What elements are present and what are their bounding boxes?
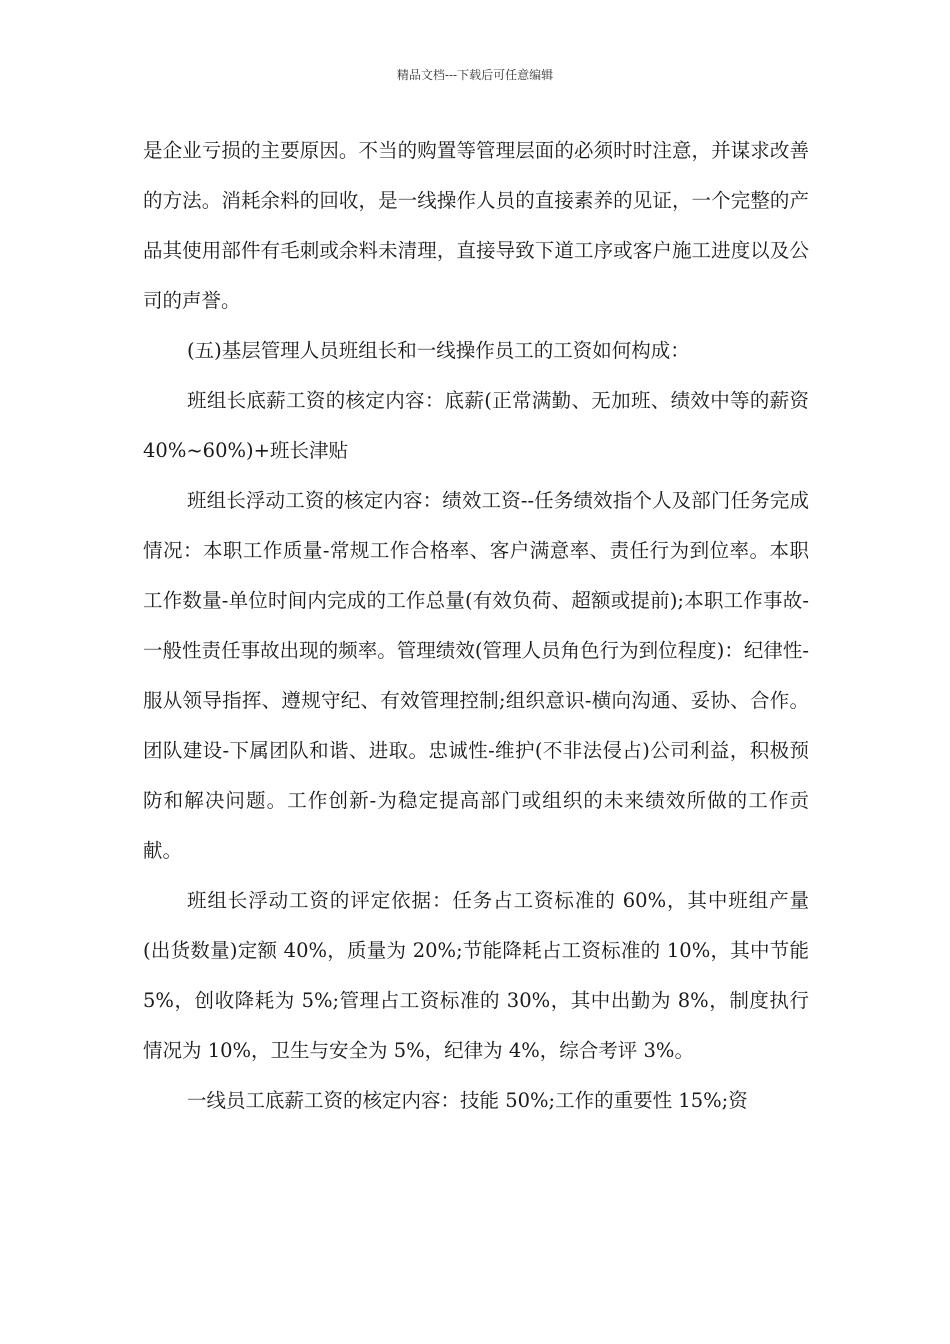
page-header: 精品文档---下载后可任意编辑	[396, 68, 554, 82]
paragraph-base-salary: 班组长底薪工资的核定内容：底薪(正常满勤、无加班、绩效中等的薪资 40%~60%)+班长津贴	[143, 389, 809, 462]
paragraph-worker-base-salary: 一线员工底薪工资的核定内容：技能 50%;工作的重要性 15%;资	[187, 1089, 748, 1112]
paragraph-evaluation-basis: 班组长浮动工资的评定依据：任务占工资标准的 60%，其中班组产量(出货数量)定额 40%，质量为 20%;节能降耗占工资标准的 10%，其中节能 5%，创收降耗为 5%;管理占工资标准的 30%，其中出勤为 8%，制度执行情况为 10%，卫生与安全为 5%，纪律为 4%，综合考评 3%。	[143, 889, 809, 1062]
document-body	[143, 126, 809, 1126]
section-heading: (五)基层管理人员班组长和一线操作员工的工资如何构成：	[187, 339, 690, 362]
paragraph-continuation: 是企业亏损的主要原因。不当的购置等管理层面的必须时时注意，并谋求改善的方法。消耗余料的回收，是一线操作人员的直接素养的见证，一个完整的产品其使用部件有毛刺或余料未清理，直接导致下道工序或客户施工进度以及公司的声誉。	[143, 139, 809, 312]
paragraph-floating-salary: 班组长浮动工资的核定内容：绩效工资--任务绩效指个人及部门任务完成情况：本职工作质量-常规工作合格率、客户满意率、责任行为到位率。本职工作数量-单位时间内完成的工作总量(有效负荷、超额或提前);本职工作事故-一般性责任事故出现的频率。管理绩效(管理人员角色行为到位程度)：纪律性-服从领导指挥、遵规守纪、有效管理控制;组织意识-横向沟通、妥协、合作。团队建设-下属团队和谐、进取。忠诚性-维护(不非法侵占)公司利益，积极预防和解决问题。工作创新-为稳定提高部门或组织的未来绩效所做的工作贡献。	[143, 489, 809, 862]
